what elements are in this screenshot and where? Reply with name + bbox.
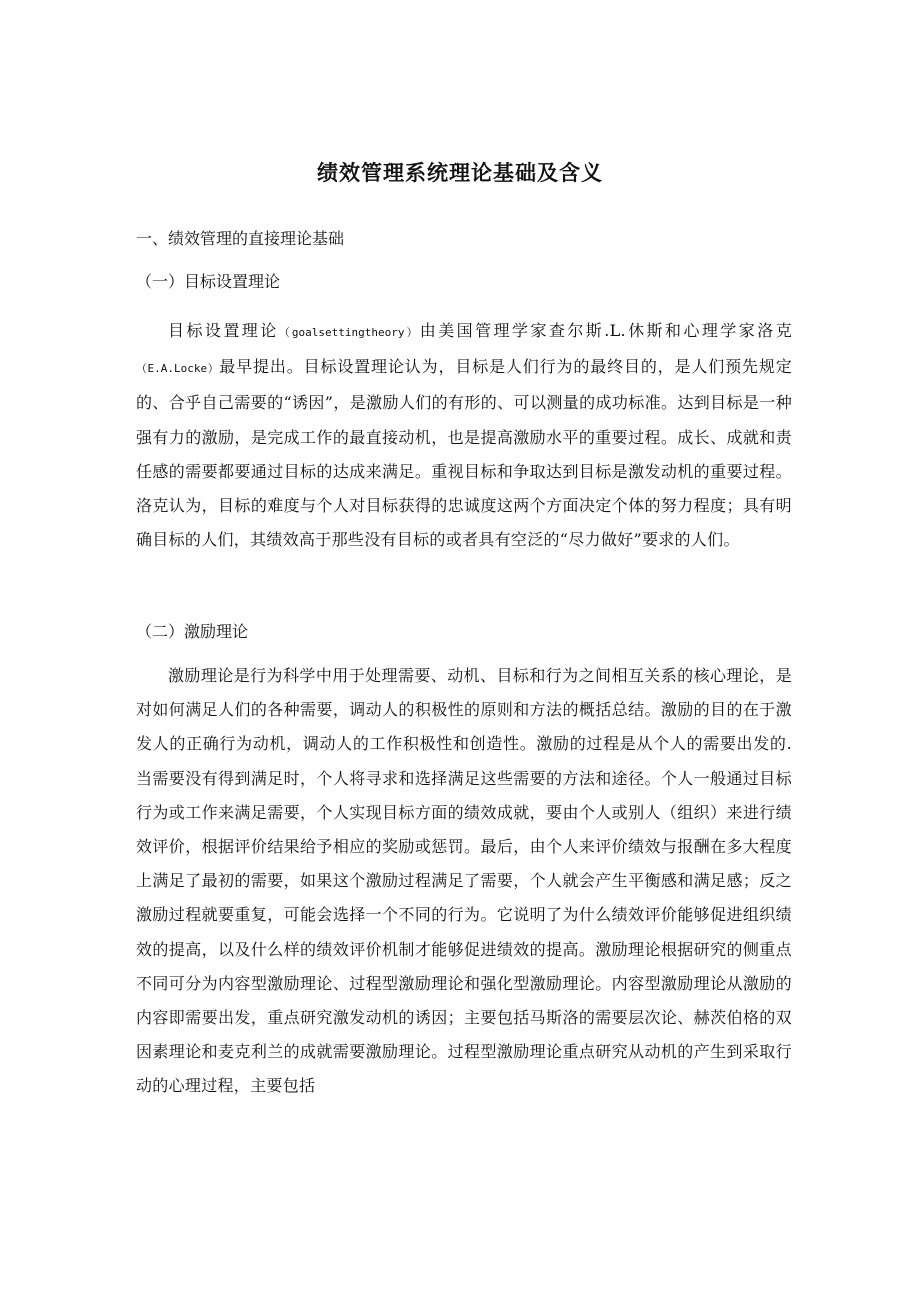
document-title: 绩效管理系统理论基础及含义 <box>317 160 603 185</box>
paragraph-goal-setting <box>136 314 792 604</box>
subsection-heading-goal-setting: （一）目标设置理论 <box>136 272 281 291</box>
section-heading: 一、绩效管理的直接理论基础 <box>136 229 345 248</box>
para1-mid: 由美国管理学家查尔斯.L.休斯和心理学家洛克 <box>419 321 792 340</box>
subsection-heading-motivation: （二）激励理论 <box>136 622 249 641</box>
para1-rest: 最早提出。目标设置理论认为，目标是人们行为的最终目的，是人们预先规定的、合乎自己需要的“诱因”，是激励人们的有形的、可以测量的成功标准。达到目标是一种强有力的激励，是完成工作的最直接动机，也是提高激励水平的重要过程。成长、成就和责任感的需要都要通过目标的达成来满足。重视目标和争取达到目标是激发动机的重要过程。洛克认为，目标的难度与个人对目标获得的忠诚度这两个方面决定个体的努力程度；具有明确目标的人们，其绩效高于那些没有目标的或者具有空泛的“尽力做好”要求的人们。 <box>136 357 792 550</box>
para1-english-name: （E.A.Locke） <box>136 362 220 376</box>
paragraph-motivation: 激励理论是行为科学中用于处理需要、动机、目标和行为之间相互关系的核心理论，是对如何满足人们的各种需要，调动人的积极性的原则和方法的概括总结。激励的目的在于激发人的正确行为动机，调动人的工作积极性和创造性。激励的过程是从个人的需要出发的.当需要没有得到满足时，个人将寻求和选择满足这些需要的方法和途径。个人一般通过目标行为或工作来满足需要，个人实现目标方面的绩效成就，要由个人或别人（组织）来进行绩效评价，根据评价结果给予相应的奖励或惩罚。最后，由个人来评价绩效与报酬在多大程度上满足了最初的需要，如果这个激励过程满足了需要，个人就会产生平衡感和满足感；反之激励过程就要重复，可能会选择一个不同的行为。它说明了为什么绩效评价能够促进组织绩效的提高，以及什么样的绩效评价机制才能够促进绩效的提高。激励理论根据研究的侧重点不同可分为内容型激励理论、过程型激励理论和强化型激励理论。内容型激励理论从激励的内容即需要出发，重点研究激发动机的诱因；主要包括马斯洛的需要层次论、赫茨伯格的双因素理论和麦克利兰的成就需要激励理论。过程型激励理论重点研究从动机的产生到采取行动的心理过程，主要包括 <box>136 666 792 1096</box>
para1-english-term: （goalsettingtheory） <box>278 326 420 339</box>
para1-lead: 目标设置理论 <box>168 321 279 340</box>
